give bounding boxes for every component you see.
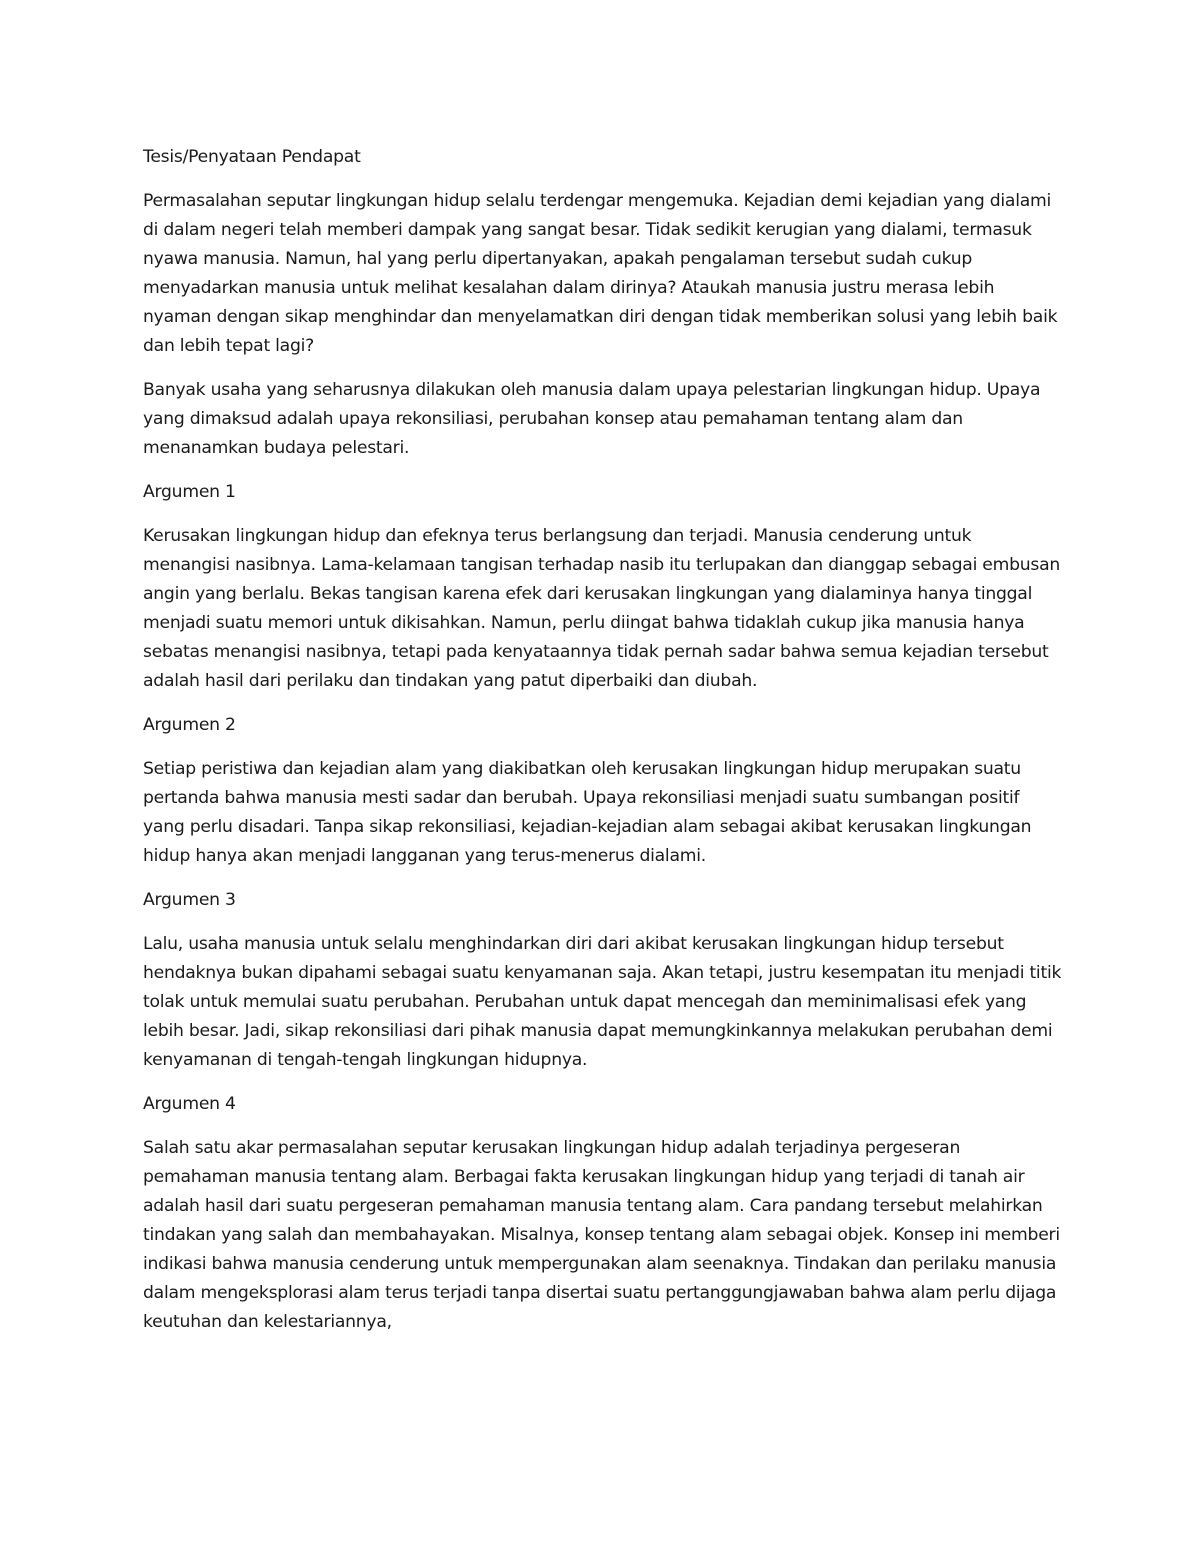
- argument-2-heading: Argumen 2: [143, 715, 236, 735]
- thesis-paragraph-2: Banyak usaha yang seharusnya dilakukan oleh manusia dalam upaya pelestarian lingkungan hidup. Upaya yang dimaksud adalah upaya rekonsiliasi, perubahan konsep atau pemahaman tentang alam dan menanamkan budaya pelestari.: [143, 380, 1041, 458]
- argument-3-text: Lalu, usaha manusia untuk selalu menghindarkan diri dari akibat kerusakan lingkungan hidup tersebut hendaknya bukan dipahami sebagai suatu kenyamanan saja. Akan tetapi, justru kesempatan itu menjadi titik tolak untuk memulai suatu perubahan. Perubahan untuk dapat mencegah dan meminimalisasi efek yang lebih besar. Jadi, sikap rekonsiliasi dari pihak manusia dapat memungkinkannya melakukan perubahan demi kenyamanan di tengah-tengah lingkungan hidupnya.: [143, 934, 1062, 1070]
- document-body: [143, 143, 1063, 1352]
- argument-2-text: Setiap peristiwa dan kejadian alam yang diakibatkan oleh kerusakan lingkungan hidup merupakan suatu pertanda bahwa manusia mesti sadar dan berubah. Upaya rekonsiliasi menjadi suatu sumbangan positif yang perlu disadari. Tanpa sikap rekonsiliasi, kejadian-kejadian alam sebagai akibat kerusakan lingkungan hidup hanya akan menjadi langganan yang terus-menerus dialami.: [143, 759, 1032, 866]
- document-title: Tesis/Penyataan Pendapat: [143, 147, 361, 167]
- argument-1-heading: Argumen 1: [143, 482, 236, 502]
- argument-1-text: Kerusakan lingkungan hidup dan efeknya terus berlangsung dan terjadi. Manusia cenderung untuk menangisi nasibnya. Lama-kelamaan tangisan terhadap nasib itu terlupakan dan dianggap sebagai embusan angin yang berlalu. Bekas tangisan karena efek dari kerusakan lingkungan yang dialaminya hanya tinggal menjadi suatu memori untuk dikisahkan. Namun, perlu diingat bahwa tidaklah cukup jika manusia hanya sebatas menangisi nasibnya, tetapi pada kenyataannya tidak pernah sadar bahwa semua kejadian tersebut adalah hasil dari perilaku dan tindakan yang patut diperbaiki dan diubah.: [143, 526, 1061, 691]
- argument-4-text: Salah satu akar permasalahan seputar kerusakan lingkungan hidup adalah terjadinya pergeseran pemahaman manusia tentang alam. Berbagai fakta kerusakan lingkungan hidup yang terjadi di tanah air adalah hasil dari suatu pergeseran pemahaman manusia tentang alam. Cara pandang tersebut melahirkan tindakan yang salah dan membahayakan. Misalnya, konsep tentang alam sebagai objek. Konsep ini memberi indikasi bahwa manusia cenderung untuk mempergunakan alam seenaknya. Tindakan dan perilaku manusia dalam mengeksplorasi alam terus terjadi tanpa disertai suatu pertanggungjawaban bahwa alam perlu dijaga keutuhan dan kelestariannya,: [143, 1138, 1060, 1332]
- thesis-paragraph-1: Permasalahan seputar lingkungan hidup selalu terdengar mengemuka. Kejadian demi kejadian yang dialami di dalam negeri telah memberi dampak yang sangat besar. Tidak sedikit kerugian yang dialami, termasuk nyawa manusia. Namun, hal yang perlu dipertanyakan, apakah pengalaman tersebut sudah cukup menyadarkan manusia untuk melihat kesalahan dalam dirinya? Ataukah manusia justru merasa lebih nyaman dengan sikap menghindar dan menyelamatkan diri dengan tidak memberikan solusi yang lebih baik dan lebih tepat lagi?: [143, 191, 1058, 356]
- argument-3-heading: Argumen 3: [143, 890, 236, 910]
- argument-4-heading: Argumen 4: [143, 1094, 236, 1114]
